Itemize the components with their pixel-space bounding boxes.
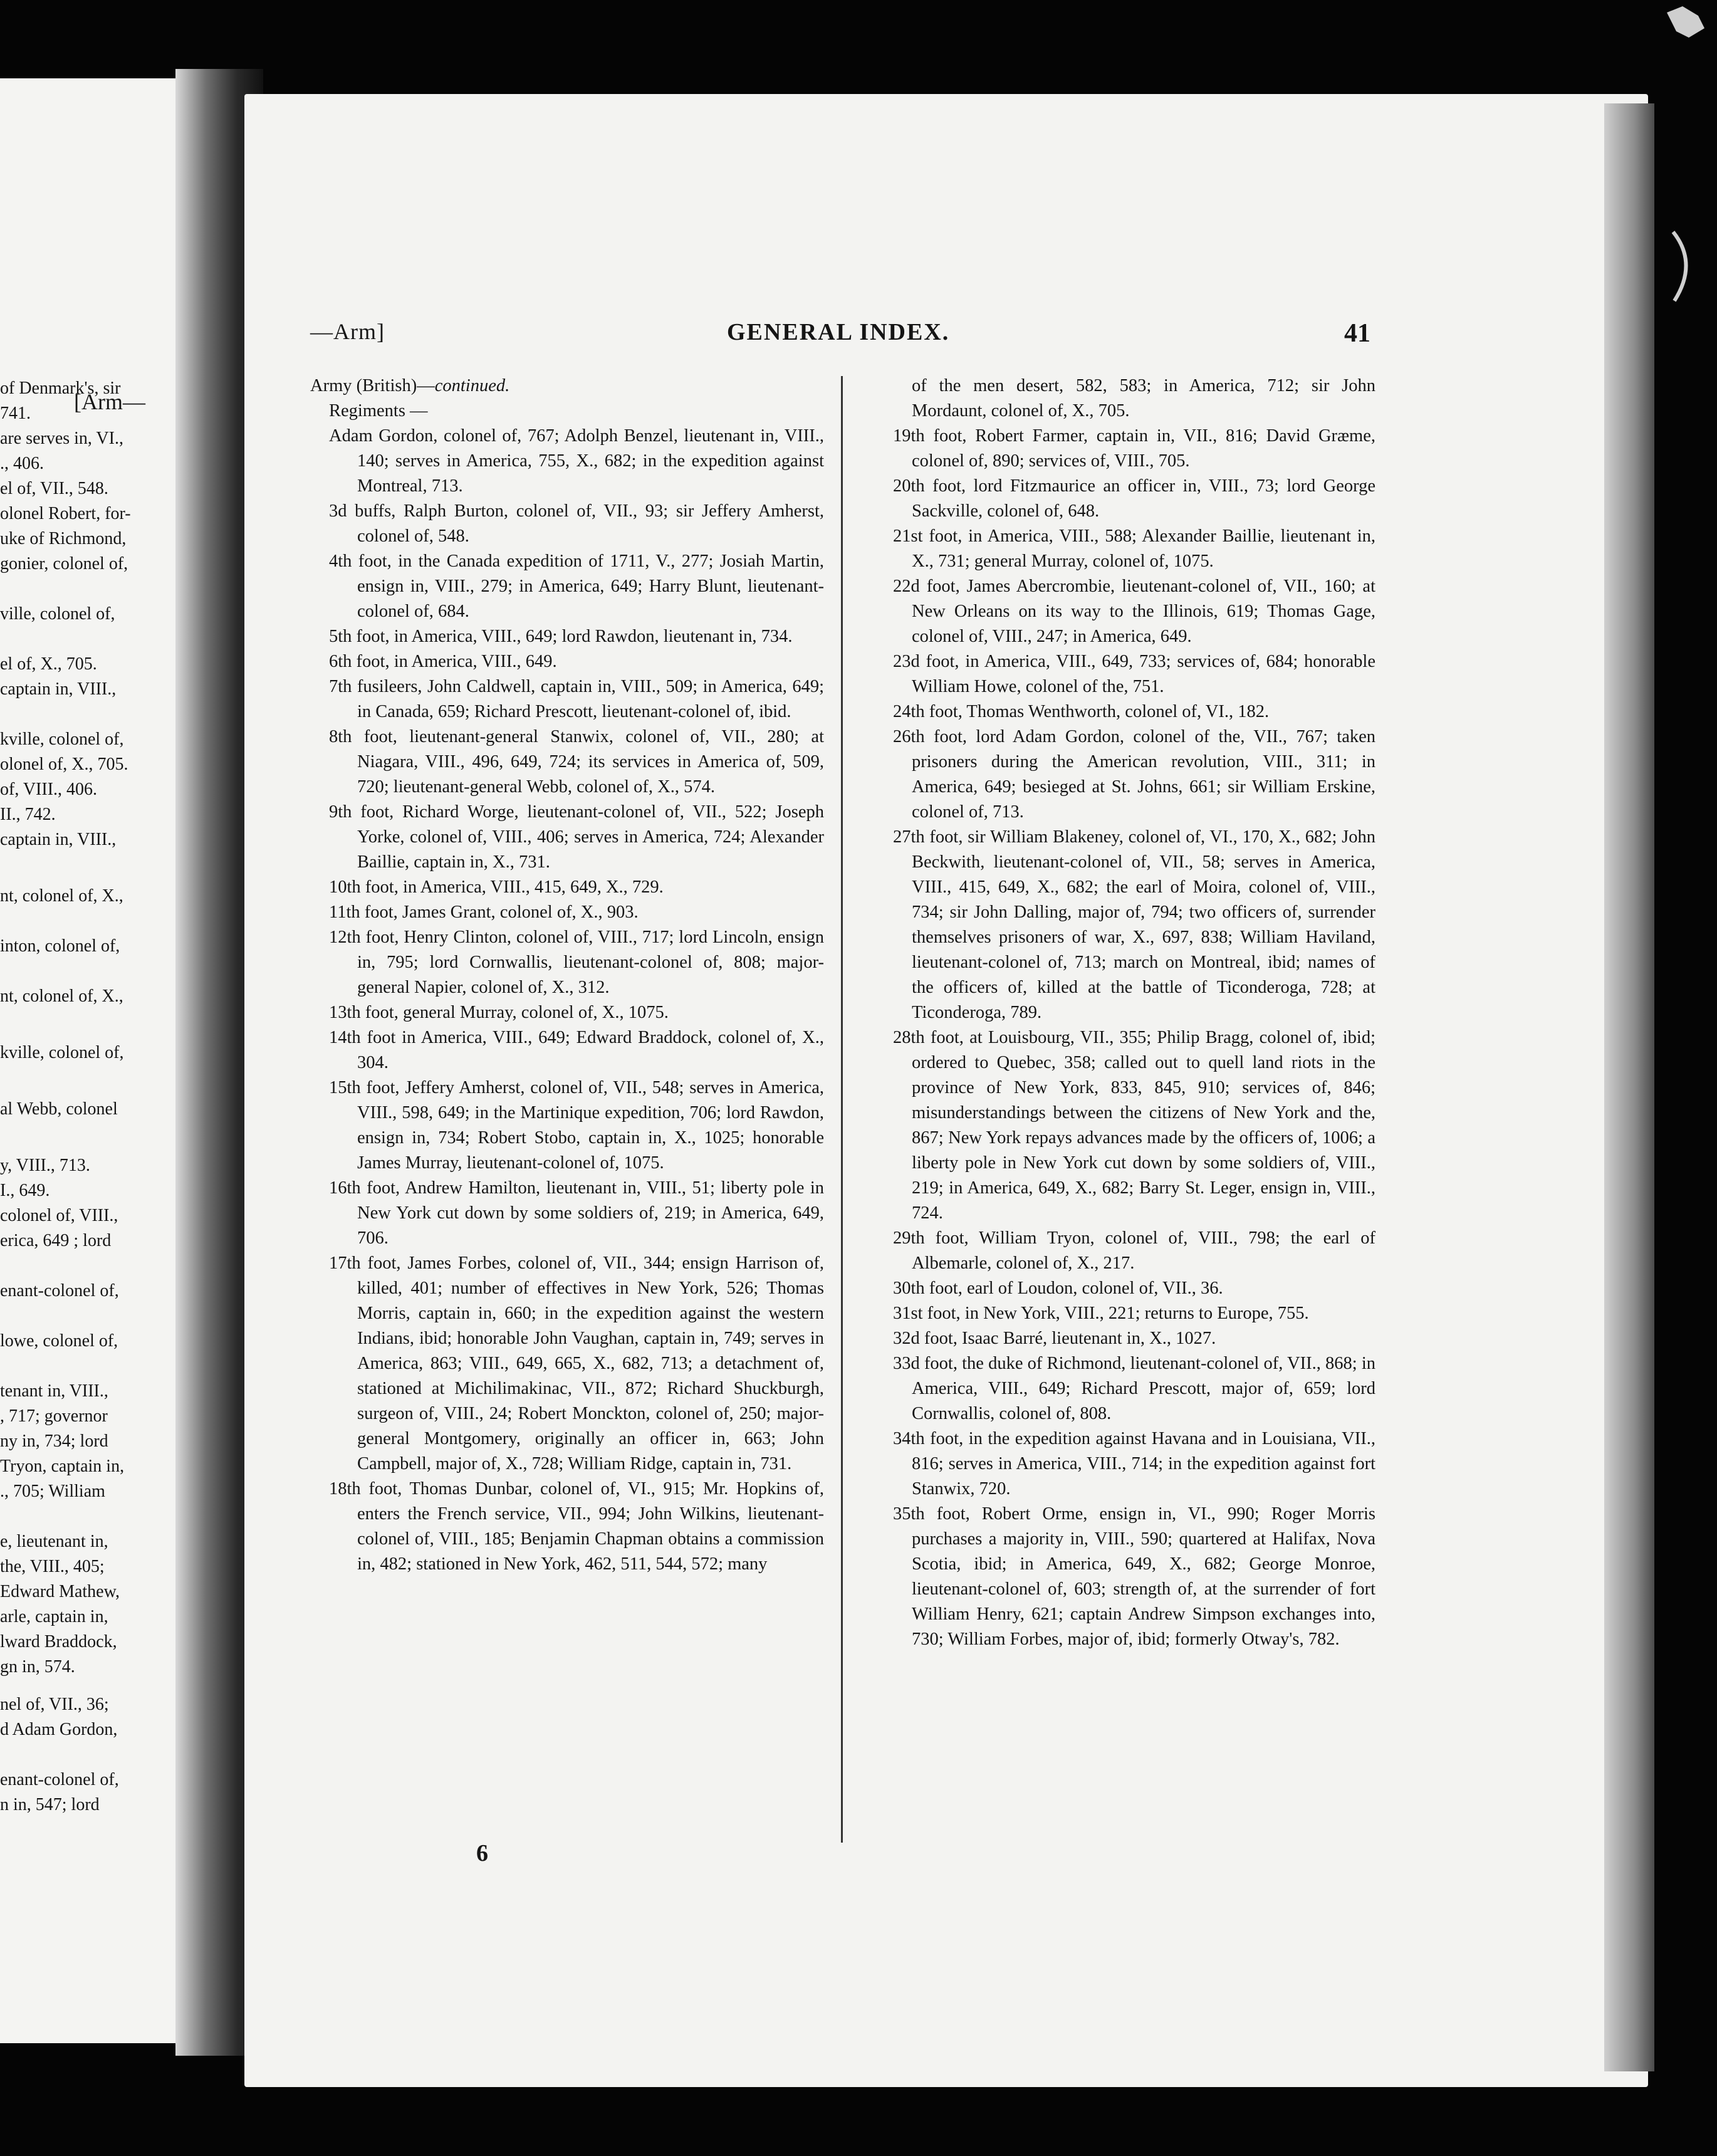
index-entry-text: 27th foot, sir William Blakeney, colonel of, VI., 170, X., 682; John Beckwith, lieutenant-colonel of, VII., 58; serves in America, VIII., 415, 649, X., 682; the earl of Moira, colonel of, VIII., 734; sir John Dalling, major of, 794; two officers of, surrender themselves prisoners of war, X., 697, 838; William Haviland, lieutenant-colonel of, 713; march on Montreal, ibid; names of the officers of, killed at the battle of Ticonderoga, 728; at Ticonderoga, 789. (893, 827, 1375, 1022)
page-edge (1604, 103, 1654, 2071)
index-entry (893, 699, 1375, 725)
index-entry (893, 1426, 1375, 1502)
index-entry-text: 4th foot, in the Canada expedition of 1711, V., 277; Josiah Martin, ensign in, VIII., 279; in America, 649; Harry Blunt, lieutenant-colonel of, 684. (329, 552, 824, 621)
index-entry (310, 1176, 824, 1251)
index-entry-text: 24th foot, Thomas Wenthworth, colonel of, VI., 182. (893, 702, 1270, 721)
left-page-line: gn in, 574. (0, 1657, 75, 1677)
index-entry-text: 8th foot, lieutenant-general Stanwix, colonel of, VII., 280; at Niagara, VIII., 496, 649, 724; its services in America of, 509, 720; lieutenant-general Webb, colonel of, X., 574. (329, 727, 824, 797)
index-entry-text: 7th fusileers, John Caldwell, captain in, VIII., 509; in America, 649; in Canada, 659; Richard Prescott, lieutenant-colonel of, ibid. (329, 677, 824, 721)
left-page-line: uke of Richmond, (0, 529, 127, 548)
index-entry-text: 3d buffs, Ralph Burton, colonel of, VII., 93; sir Jeffery Amherst, colonel of, 548. (329, 501, 824, 546)
index-entry (893, 424, 1375, 474)
index-entry (310, 1251, 824, 1477)
index-entry-text: 19th foot, Robert Farmer, captain in, VII., 816; David Græme, colonel of, 890; services of, VIII., 705. (893, 426, 1375, 471)
left-page-line: II., 742. (0, 805, 56, 824)
index-entry (310, 1025, 824, 1075)
left-page-line: erica, 649 ; lord (0, 1231, 112, 1250)
left-page-line: gonier, colonel of, (0, 554, 128, 573)
index-entry-text: 14th foot in America, VIII., 649; Edward Braddock, colonel of, X., 304. (329, 1028, 824, 1072)
index-entry (310, 725, 824, 800)
left-page-line: ville, colonel of, (0, 604, 115, 624)
column-divider (841, 376, 843, 1843)
index-entry-text: 13th foot, general Murray, colonel of, X., 1075. (329, 1003, 669, 1022)
left-page-line: Edward Mathew, (0, 1582, 120, 1601)
signature-mark: 6 (476, 1840, 488, 1866)
index-entry (893, 574, 1375, 649)
index-entry (310, 549, 824, 624)
left-page-line: e, lieutenant in, (0, 1532, 108, 1551)
left-page-line: captain in, VIII., (0, 679, 117, 699)
index-entry (310, 925, 824, 1000)
index-entry-text: 5th foot, in America, VIII., 649; lord Rawdon, lieutenant in, 734. (329, 627, 793, 646)
paper-speck-mark (1654, 0, 1717, 50)
left-page-header: [Arm— (74, 389, 145, 414)
index-entry-text: 28th foot, at Louisbourg, VII., 355; Philip Bragg, colonel of, ibid; ordered to Quebec, 358; called out to quell land riots in the province of New York, 833, 845, 910; services of, 846; misunderstandings between the citizens of New York and the, 867; New York repays advances made by the officers of, 1006; a liberty pole in New York cut down by some soldiers of, VIII., 219; in America, 649, X., 682; Barry St. Leger, ensign in, VIII., 724. (893, 1028, 1375, 1223)
index-entry-text: 9th foot, Richard Worge, lieutenant-colonel of, VII., 522; Joseph Yorke, colonel of, VIII., 406; serves in America, 724; Alexander Baillie, captain in, X., 731. (329, 802, 824, 872)
left-page-line: kville, colonel of, (0, 730, 124, 749)
index-entry (310, 800, 824, 875)
left-page-line: nt, colonel of, X., (0, 886, 123, 906)
left-page-line: the, VIII., 405; (0, 1557, 105, 1576)
index-entry (310, 374, 824, 399)
index-entry (310, 875, 824, 900)
index-entry-italic: continued. (434, 376, 510, 395)
left-page-line: n in, 547; lord (0, 1795, 100, 1814)
index-entry-text: 6th foot, in America, VIII., 649. (329, 652, 557, 671)
index-entry-text: 12th foot, Henry Clinton, colonel of, VIII., 717; lord Lincoln, ensign in, 795; lord Cornwallis, lieutenant-colonel of, 808; major-general Napier, colonel of, X., 312. (329, 928, 824, 997)
index-entry (893, 1326, 1375, 1351)
left-page-line: 741. (0, 404, 31, 423)
index-entry-text: Adam Gordon, colonel of, 767; Adolph Benzel, lieutenant in, VIII., 140; serves in America, 755, X., 682; in the expedition against Montreal, 713. (329, 426, 824, 496)
index-entry (310, 900, 824, 925)
left-page-line: colonel of, VIII., (0, 1206, 118, 1225)
index-entry (893, 649, 1375, 699)
left-page-line: ., 705; William (0, 1482, 105, 1501)
left-page-line: of, VIII., 406. (0, 780, 98, 799)
index-entry-text: 11th foot, James Grant, colonel of, X., 903. (329, 903, 639, 922)
index-entry-text: Army (British)— (310, 376, 435, 395)
index-entry (893, 474, 1375, 524)
header-section-label: —Arm] (310, 319, 385, 344)
index-entry (893, 1351, 1375, 1426)
left-page-line: al Webb, colonel (0, 1099, 118, 1119)
index-entry (893, 725, 1375, 825)
left-page-line: lward Braddock, (0, 1632, 117, 1651)
left-page-line: el of, VII., 548. (0, 479, 108, 498)
left-page-line: enant-colonel of, (0, 1770, 119, 1789)
index-entry (310, 499, 824, 549)
index-entry (310, 649, 824, 674)
index-entry (310, 424, 824, 499)
left-page-line: kville, colonel of, (0, 1043, 124, 1062)
index-entry-text: 26th foot, lord Adam Gordon, colonel of the, VII., 767; taken prisoners during the American revolution, VIII., 311; in America, 649; besieged at St. Johns, 661; sir William Erskine, colonel of, 713. (893, 727, 1375, 822)
index-entry-text: 31st foot, in New York, VIII., 221; returns to Europe, 755. (893, 1304, 1309, 1323)
index-entry (310, 399, 824, 424)
index-column-right (893, 374, 1375, 1652)
index-entry-text: 34th foot, in the expedition against Havana and in Louisiana, VII., 816; serves in America, VIII., 714; in the expedition against fort Stanwix, 720. (893, 1429, 1375, 1499)
left-page-line: el of, X., 705. (0, 654, 97, 674)
index-entry (893, 1025, 1375, 1226)
index-entry-text: 21st foot, in America, VIII., 588; Alexander Baillie, lieutenant in, X., 731; general Murray, colonel of, 1075. (893, 526, 1375, 571)
index-entry-text: 20th foot, lord Fitzmaurice an officer in, VIII., 73; lord George Sackville, colonel of, 648. (893, 476, 1375, 521)
index-entry (310, 674, 824, 725)
left-page-line: enant-colonel of, (0, 1281, 119, 1300)
left-page-line: nt, colonel of, X., (0, 986, 123, 1006)
left-page-line: y, VIII., 713. (0, 1156, 90, 1175)
left-page-line: captain in, VIII., (0, 830, 117, 849)
index-entry (893, 374, 1375, 424)
left-page-line: ny in, 734; lord (0, 1431, 108, 1451)
left-page-line: arle, captain in, (0, 1607, 108, 1626)
left-page-line: of Denmark's, sir (0, 379, 121, 398)
index-entry-text: 15th foot, Jeffery Amherst, colonel of, VII., 548; serves in America, VIII., 598, 649; in the Martinique expedition, 706; lord Rawdon, ensign in, 734; Robert Stobo, captain in, X., 1025; honorable James Murray, lieutenant-colonel of, 1075. (329, 1078, 824, 1173)
index-entry-text: 22d foot, James Abercrombie, lieutenant-colonel of, VII., 160; at New Orleans on its way to the Illinois, 619; Thomas Gage, colonel of, VIII., 247; in America, 649. (893, 577, 1375, 646)
index-entry (893, 1301, 1375, 1326)
index-entry-text: 23d foot, in America, VIII., 649, 733; services of, 684; honorable William Howe, colonel of the, 751. (893, 652, 1375, 696)
chevron-right-icon (1667, 226, 1704, 307)
index-entry-text: Regiments — (329, 401, 428, 421)
index-entry (310, 1000, 824, 1025)
index-entry-text: 35th foot, Robert Orme, ensign in, VI., 990; Roger Morris purchases a majority in, VIII., 590; quartered at Halifax, Nova Scotia, ibid; in America, 649, X., 682; George Monroe, lieutenant-colonel of, 603; strength of, at the surrender of fort William Henry, 621; captain Andrew Simpson exchanges into, 730; William Forbes, major of, ibid; formerly Otway's, 782. (893, 1504, 1375, 1649)
left-page-line: ., 406. (0, 454, 44, 473)
index-entry-text: of the men desert, 582, 583; in America, 712; sir John Mordaunt, colonel of, X., 705. (912, 376, 1375, 421)
index-entry (893, 524, 1375, 574)
left-page-line: I., 649. (0, 1181, 50, 1200)
index-entry-text: 30th foot, earl of Loudon, colonel of, VII., 36. (893, 1279, 1223, 1298)
index-entry (893, 1226, 1375, 1276)
index-entry (893, 1276, 1375, 1301)
left-page-line: are serves in, VI., (0, 429, 123, 448)
page-title: GENERAL INDEX. (727, 319, 950, 345)
index-entry-text: 18th foot, Thomas Dunbar, colonel of, VI., 915; Mr. Hopkins of, enters the French service, VII., 994; John Wilkins, lieutenant-colonel of, VIII., 185; Benjamin Chapman obtains a commission in, 482; stationed in New York, 462, 511, 544, 572; many (329, 1479, 824, 1574)
left-page-line: d Adam Gordon, (0, 1720, 118, 1739)
index-entry-text: 10th foot, in America, VIII., 415, 649, X., 729. (329, 877, 664, 897)
index-column-left (310, 374, 824, 1577)
index-entry (310, 1477, 824, 1577)
page-number: 41 (1344, 319, 1370, 348)
left-page-line: , 717; governor (0, 1406, 108, 1426)
left-page-line: inton, colonel of, (0, 936, 120, 956)
left-page-line: Tryon, captain in, (0, 1457, 125, 1476)
index-entry-text: 33d foot, the duke of Richmond, lieutenant-colonel of, VII., 868; in America, VIII., 649; Richard Prescott, major of, 659; lord Cornwallis, colonel of, 808. (893, 1354, 1375, 1423)
index-entry (310, 1075, 824, 1176)
left-page-line: tenant in, VIII., (0, 1381, 108, 1401)
index-entry-text: 17th foot, James Forbes, colonel of, VII., 344; ensign Harrison of, killed, 401; number of effectives in New York, 526; Thomas Morris, captain in, 660; in the expedition against the western Indians, ibid; honorable John Vaughan, captain in, 749; serves in America, 863; VIII., 649, 665, X., 682, 713; a detachment of, stationed at Michilimakinac, VII., 872; Richard Shuckburgh, surgeon of, VIII., 24; Robert Monckton, colonel of, 250; major-general Montgomery, originally an officer in, 663; John Campbell, major of, X., 728; William Ridge, captain in, 731. (329, 1253, 824, 1473)
left-page-line: olonel of, X., 705. (0, 755, 128, 774)
index-entry (893, 825, 1375, 1025)
index-entry-text: 16th foot, Andrew Hamilton, lieutenant in, VIII., 51; liberty pole in New York cut down by some soldiers of, 219; in America, 649, 706. (329, 1178, 824, 1248)
left-page-line: nel of, VII., 36; (0, 1695, 109, 1714)
left-page-line: olonel Robert, for- (0, 504, 131, 523)
index-entry-text: 29th foot, William Tryon, colonel of, VIII., 798; the earl of Albemarle, colonel of, X., 217. (893, 1228, 1375, 1273)
index-entry (310, 624, 824, 649)
index-entry (893, 1502, 1375, 1652)
index-entry-text: 32d foot, Isaac Barré, lieutenant in, X., 1027. (893, 1329, 1216, 1348)
left-page-line: lowe, colonel of, (0, 1331, 118, 1351)
